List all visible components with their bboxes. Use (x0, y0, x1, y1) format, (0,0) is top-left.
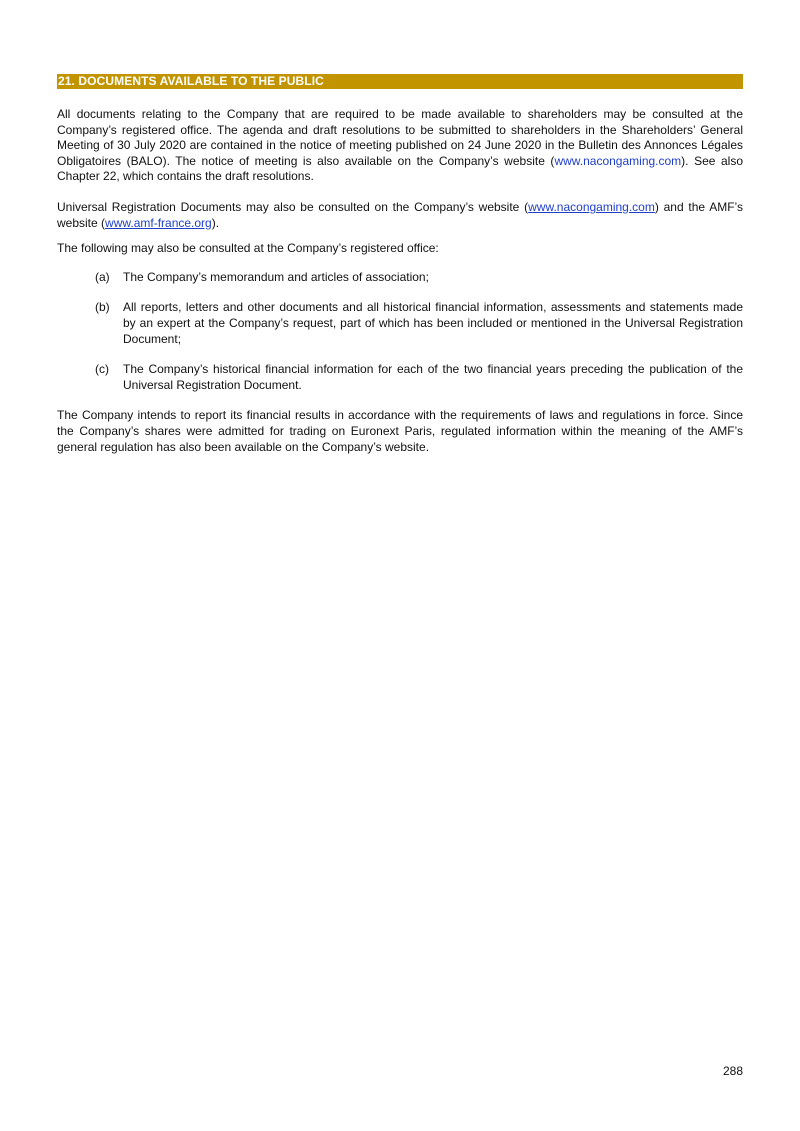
documents-list (57, 270, 743, 394)
section-title: 21. DOCUMENTS AVAILABLE TO THE PUBLIC (57, 74, 743, 89)
list-item-text: The Company’s memorandum and articles of association; (123, 269, 429, 284)
website-link-nacongaming[interactable]: www.nacongaming.com (554, 153, 682, 168)
list-marker: (b) (95, 300, 110, 315)
paragraph-universal-registration (57, 200, 743, 231)
list-item (57, 362, 743, 393)
list-item-text: All reports, letters and other documents and all historical financial information, assessments and statements made by an expert at the Company’s request, part of which has been included or mentioned in the Universal Registration Document; (123, 300, 743, 346)
paragraph-financial-results: The Company intends to report its financial results in accordance with the requirements of laws and regulations in force. Since the Company’s shares were admitted for trading on Euronext Paris, regulated information within the meaning of the AMF’s general regulation has also been available on the Company’s website. (57, 408, 743, 454)
list-item (57, 300, 743, 347)
list-item-text: The Company’s historical financial information for each of the two financial years preceding the publication of the Universal Registration Document. (123, 362, 743, 392)
paragraph-text: All documents relating to the Company that are required to be made available to shareholders may be consulted at the Company’s registered office. The agenda and draft resolutions to be submitted to shareholders in the Shareholders’ General Meeting of 30 July 2020 are contained in the notice of meeting published on 24 June 2020 in the Bulletin des Annonces Légales Obligatoires (BALO). The notice of meeting is also available on the Company’s website ( (57, 107, 743, 168)
paragraph-text: ) and the AMF’s website ( (57, 199, 743, 230)
paragraph-following-documents: The following may also be consulted at the Company’s registered office: (57, 241, 439, 256)
paragraph-documents-registered-office (57, 107, 743, 185)
paragraph-text: Universal Registration Documents may also be consulted on the Company’s website ( (57, 199, 529, 214)
link-nacongaming[interactable]: www.nacongaming.com (528, 199, 655, 214)
list-item (57, 270, 743, 286)
document-page (57, 74, 743, 455)
paragraph-text: ). (211, 215, 220, 230)
list-marker: (a) (95, 269, 110, 284)
page-number: 288 (722, 1064, 743, 1078)
paragraph-text: ). See also Chapter 22, which contains the draft resolutions. (57, 153, 743, 184)
list-marker: (c) (95, 362, 109, 377)
link-amf-france[interactable]: www.amf-france.org (105, 215, 212, 230)
